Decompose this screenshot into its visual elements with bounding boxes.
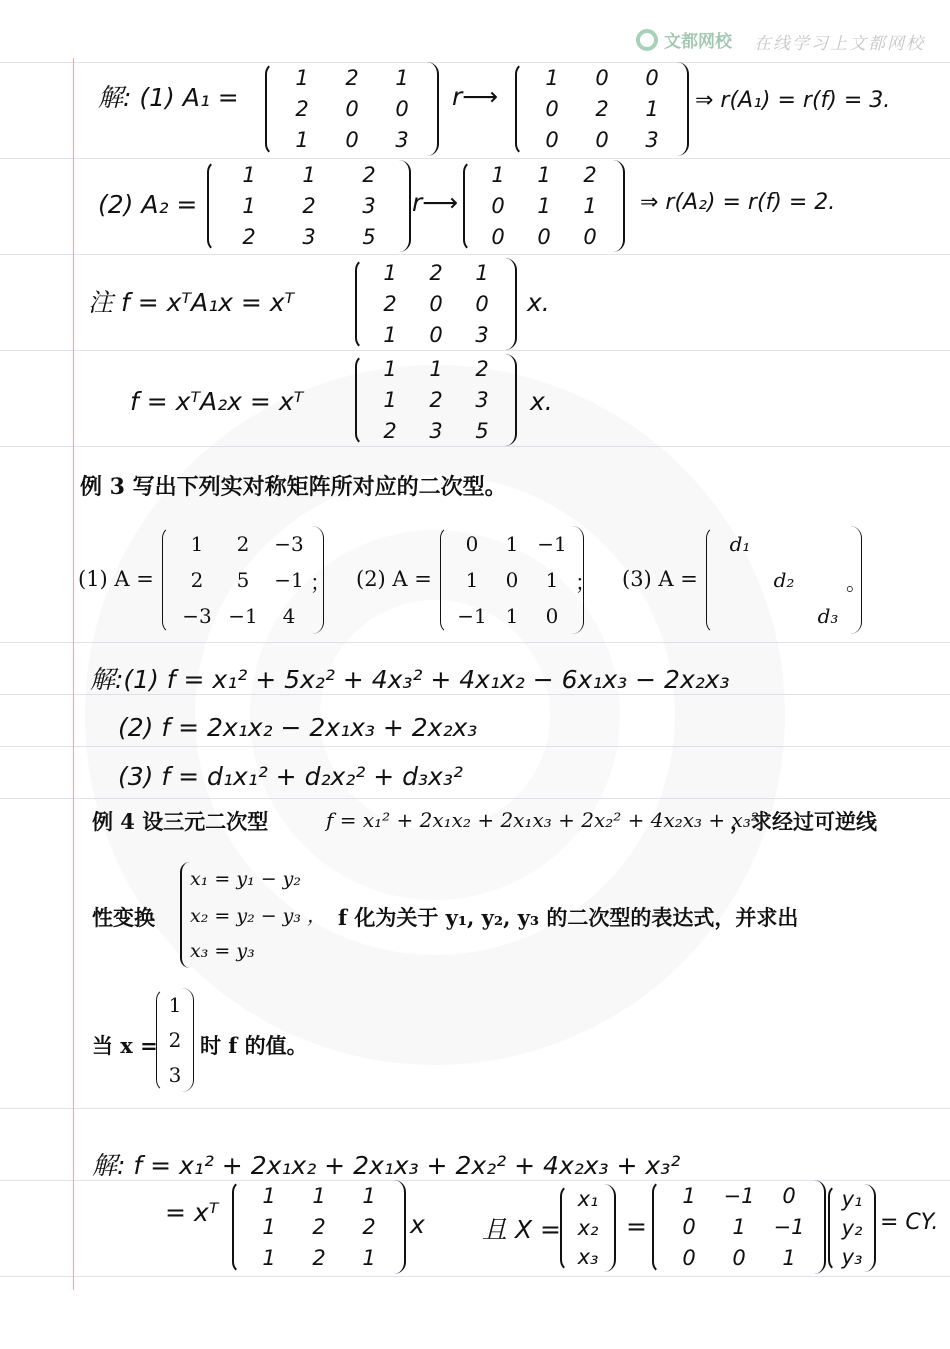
vector-x: 1 2 3 xyxy=(156,988,194,1092)
hw2-prefix: (2) A₂ = xyxy=(98,190,198,219)
ruled-line xyxy=(0,1108,950,1109)
hw1-result: ⇒ r(A₁) = r(f) = 3. xyxy=(695,88,891,113)
matrix-A1: 1 2 1 2 0 0 1 0 3 xyxy=(265,62,439,156)
matrix-C: 1 −1 0 0 1 −1 0 0 1 xyxy=(652,1180,826,1274)
ruled-line xyxy=(0,254,950,255)
matrix-ans4: 1 1 1 1 2 2 1 2 1 xyxy=(232,1180,406,1274)
ex3-part3-label: (3) A = xyxy=(622,567,698,591)
ex4-quadratic-form: f = x₁² + 2x₁x₂ + 2x₁x₃ + 2x₂² + 4x₂x₃ + x₃² xyxy=(326,808,759,832)
ruled-line xyxy=(0,62,950,63)
matrix-ex3-1: 1 2 −3 2 5 −1 −3 −1 4 xyxy=(162,526,324,634)
ex4-title: 例 4 设三元二次型 xyxy=(92,809,269,834)
matrix-ex3-2: 0 1 −1 1 0 1 −1 1 0 xyxy=(440,526,584,634)
hw4-prefix: f = xᵀA₂x = xᵀ xyxy=(130,387,304,416)
ex4-line2-label: 性变换 xyxy=(92,905,155,930)
matrix-ex3-3: d₁ d₂ d₃ xyxy=(706,526,862,634)
ans4-CY: = CY. xyxy=(880,1210,939,1235)
hw3-prefix: 注 f = xᵀA₁x = xᵀ xyxy=(88,288,295,317)
logo-text: 文都网校 xyxy=(664,32,732,52)
ex4-line3-label: 当 x = xyxy=(92,1033,158,1058)
ans4-X-label: 且 X = xyxy=(482,1215,561,1244)
ruled-line xyxy=(0,1276,950,1277)
matrix-R2: 1 1 2 0 1 1 0 0 0 xyxy=(463,160,625,252)
ans3-line1: 解:(1) f = x₁² + 5x₂² + 4x₃² + 4x₁x₂ − 6x₁x₃ − 2x₂x₃ xyxy=(90,665,730,694)
logo-icon xyxy=(636,29,658,51)
matrix-A2-form: 1 1 2 1 2 3 2 3 5 xyxy=(355,354,517,446)
hw2-result: ⇒ r(A₂) = r(f) = 2. xyxy=(640,190,836,215)
slogan: 在线学习上文都网校 xyxy=(754,34,925,54)
example3-title: 例 3 写出下列实对称矩阵所对应的二次型。 xyxy=(80,474,507,500)
ans3-line2: (2) f = 2x₁x₂ − 2x₁x₃ + 2x₂x₃ xyxy=(118,713,478,742)
ex3-end: 。 xyxy=(846,571,867,595)
ex4-line3-text: 时 f 的值。 xyxy=(200,1033,308,1058)
ex4-title-cont: ，求经过可逆线 xyxy=(730,809,877,834)
matrix-R1: 1 0 0 0 2 1 0 0 3 xyxy=(515,62,689,156)
brand-logo xyxy=(636,27,732,52)
margin-line xyxy=(73,58,74,1290)
ans4-x: x xyxy=(410,1210,425,1239)
ex3-sep2: ； xyxy=(575,571,596,595)
row-reduce-arrow: r⟶ xyxy=(412,188,459,217)
hw1-prefix: 解: (1) A₁ = xyxy=(98,83,239,112)
linear-transform-system: x₁ = y₁ − y₂ x₂ = y₂ − y₃ ， x₃ = y₃ xyxy=(180,862,326,968)
hw4-suffix: x. xyxy=(530,387,553,416)
ans3-line3: (3) f = d₁x₁² + d₂x₂² + d₃x₃² xyxy=(118,762,463,791)
ex3-part1-label: (1) A = xyxy=(78,567,154,591)
hw3-suffix: x. xyxy=(527,288,550,317)
vector-X: x₁ x₂ x₃ xyxy=(560,1184,616,1272)
ruled-line xyxy=(0,350,950,351)
vector-Y: y₁ y₂ y₃ xyxy=(828,1184,876,1272)
ans4-line1: 解: f = x₁² + 2x₁x₂ + 2x₁x₃ + 2x₂² + 4x₂x₃ + x₃² xyxy=(92,1151,681,1180)
ex3-part2-label: (2) A = xyxy=(356,567,432,591)
ex4-line2-text: f 化为关于 y₁, y₂, y₃ 的二次型的表达式，并求出 xyxy=(338,905,799,930)
matrix-A2: 1 1 2 1 2 3 2 3 5 xyxy=(207,160,411,252)
row-reduce-arrow: r⟶ xyxy=(452,82,499,111)
ans4-xT: = xᵀ xyxy=(165,1198,219,1227)
ans4-eq: = xyxy=(626,1212,647,1241)
ruled-line xyxy=(0,158,950,159)
matrix-A1-form: 1 2 1 2 0 0 1 0 3 xyxy=(355,258,517,350)
ex3-sep1: ； xyxy=(310,571,331,595)
